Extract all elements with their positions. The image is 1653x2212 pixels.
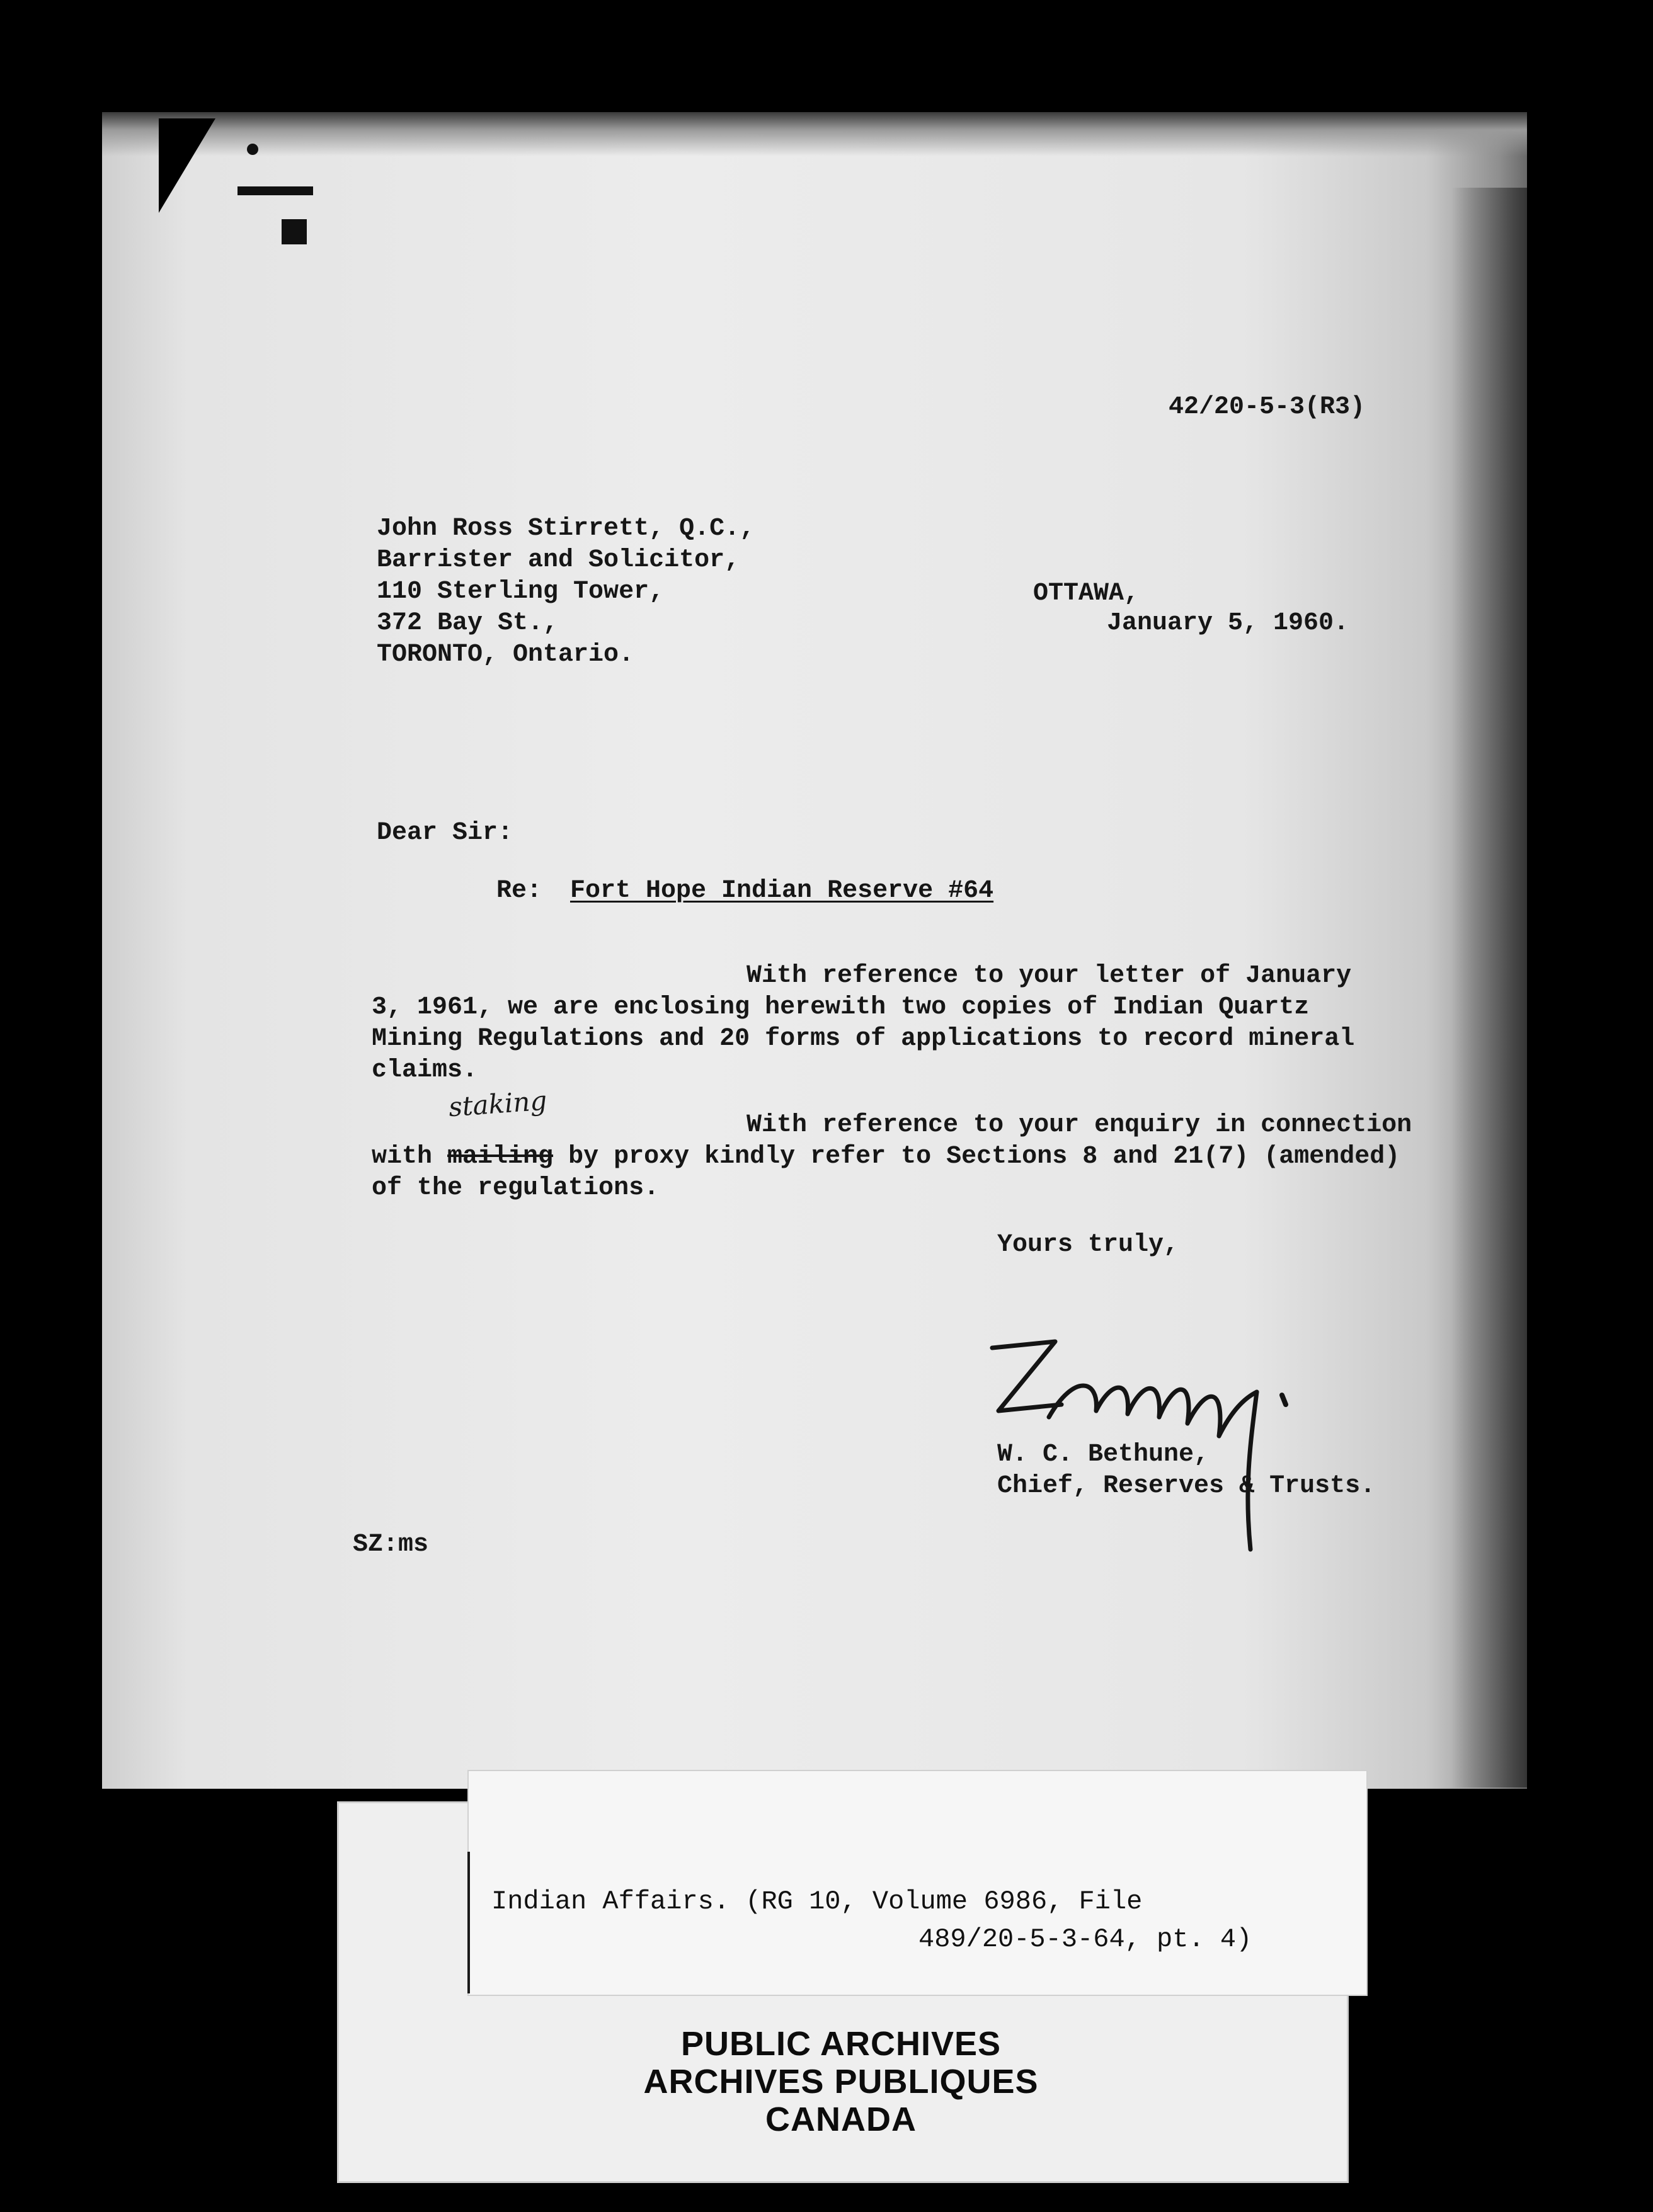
file-reference: 42/20-5-3(R3) [1169, 393, 1366, 421]
closing: Yours truly, [997, 1231, 1179, 1259]
paragraph-2-line-2 [372, 1141, 1400, 1173]
paper-top-edge [102, 112, 1527, 156]
paragraph-2-line-2-rest: by proxy kindly refer to Sections 8 and 21(7) (amended) [553, 1143, 1400, 1171]
paragraph-1-line-1: With reference to your letter of January [746, 962, 1352, 990]
paragraph-2-line-1: With reference to your enquiry in connection [746, 1111, 1412, 1139]
recipient-address-line-2: 372 Bay St., [377, 609, 559, 637]
archive-reference-line-2: 489/20-5-3-64, pt. 4) [918, 1924, 1252, 1954]
staple-mark [237, 186, 313, 195]
recipient-title: Barrister and Solicitor, [377, 546, 740, 574]
letter-date: January 5, 1960. [1107, 609, 1349, 637]
page-shadow [1451, 188, 1527, 1787]
paragraph-1-line-4: claims. [372, 1056, 478, 1085]
recipient-name: John Ross Stirrett, Q.C., [377, 515, 755, 543]
paragraph-2-line-3: of the regulations. [372, 1174, 660, 1202]
handwritten-insert: staking [447, 1085, 548, 1123]
archive-reference-line-1: Indian Affairs. (RG 10, Volume 6986, File [491, 1886, 1143, 1917]
signatory-title: Chief, Reserves & Trusts. [997, 1472, 1376, 1500]
recipient-city: TORONTO, Ontario. [377, 641, 634, 669]
archives-stamp-line-3: CANADA [765, 2101, 917, 2138]
recipient-address-line-1: 110 Sterling Tower, [377, 578, 665, 606]
re-subject: Fort Hope Indian Reserve #64 [570, 877, 994, 905]
staple-mark [282, 219, 307, 244]
letter-place: OTTAWA, [1033, 579, 1140, 608]
paragraph-1-line-2: 3, 1961, we are enclosing herewith two copies of Indian Quartz [372, 993, 1310, 1022]
struck-word: mailing [447, 1143, 554, 1171]
signatory-name: W. C. Bethune, [997, 1440, 1210, 1469]
card-edge-line [467, 1852, 470, 1993]
typist-initials: SZ:ms [353, 1531, 429, 1559]
paragraph-1-line-3: Mining Regulations and 20 forms of applications to record mineral [372, 1025, 1355, 1053]
salutation: Dear Sir: [377, 819, 513, 847]
re-label: Re: [496, 877, 542, 905]
archives-stamp-line-2: ARCHIVES PUBLIQUES [643, 2063, 1039, 2101]
folded-corner [159, 118, 215, 213]
punch-hole [247, 144, 258, 155]
archives-stamp-line-1: PUBLIC ARCHIVES [680, 2025, 1002, 2063]
paragraph-2-line-2-prefix: with [372, 1143, 448, 1171]
